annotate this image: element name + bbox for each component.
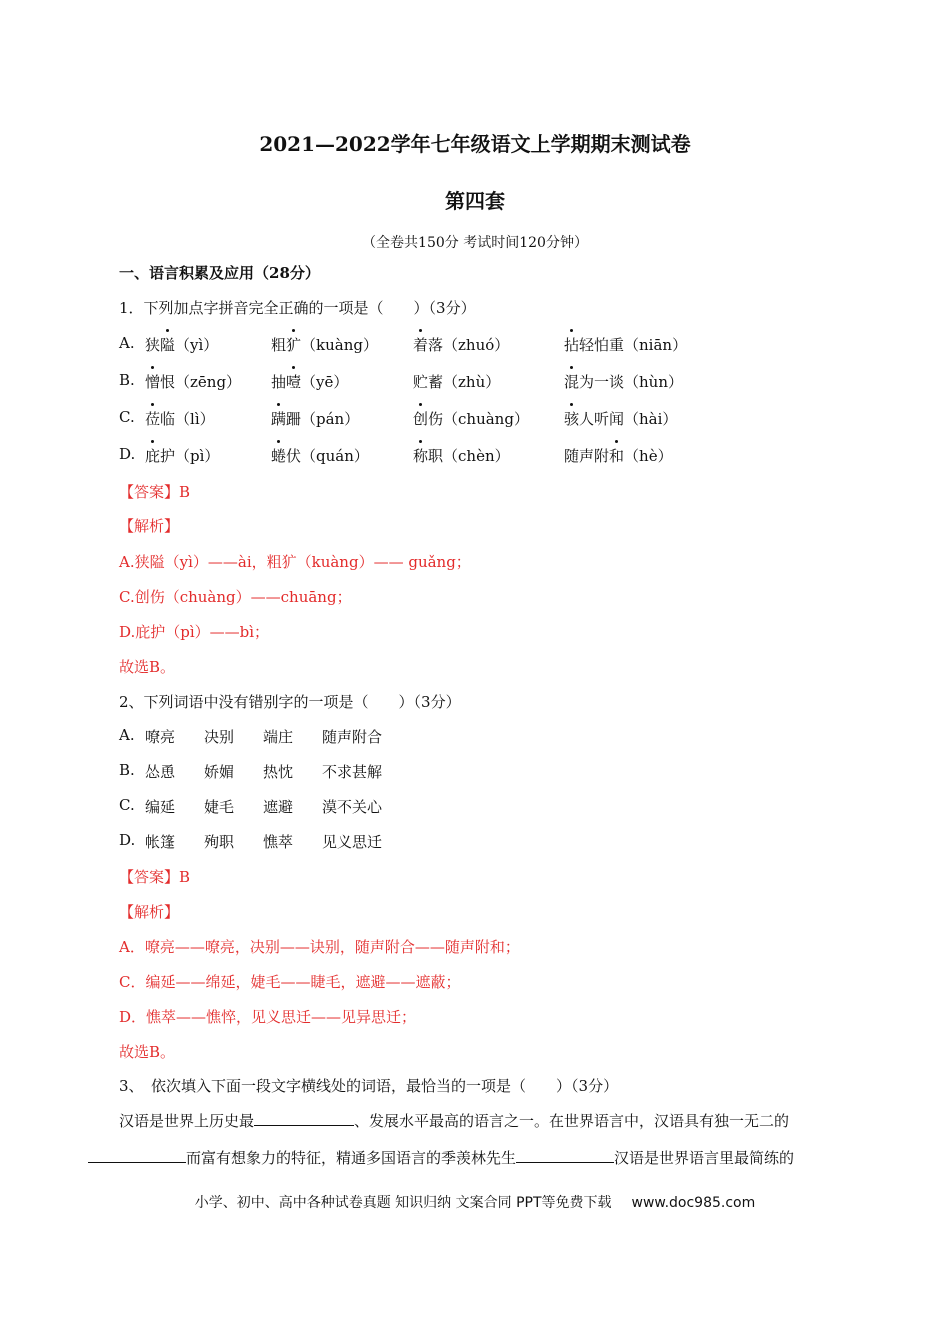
q2-answer: 【答案】B — [119, 868, 191, 886]
dotted-character: 犷 — [286, 336, 302, 354]
option-item — [564, 445, 673, 466]
option-letter: D. — [119, 445, 136, 463]
option-item — [271, 408, 359, 429]
q3-text: 汉语是世界语言里最简练的 — [614, 1149, 795, 1167]
dotted-character: 拈 — [564, 336, 580, 354]
option-word: 见义思迁 — [322, 833, 383, 851]
option-word: 决别 — [204, 728, 235, 746]
option-word: 热忱 — [263, 763, 294, 781]
dotted-character: 噎 — [286, 373, 302, 391]
item-text: 护（pì） — [160, 447, 220, 465]
exam-title: 2021—2022学年七年级语文上学期期末测试卷 — [259, 132, 691, 156]
option-item — [271, 334, 378, 355]
option-item — [564, 408, 677, 429]
option-item — [413, 334, 509, 355]
fill-blank — [516, 1148, 614, 1163]
question-1-stem: 1．下列加点字拼音完全正确的一项是（ ）（3分） — [119, 299, 476, 317]
item-text: 随声附 — [564, 447, 610, 465]
option-item — [564, 371, 683, 392]
item-text: （yì） — [175, 336, 219, 354]
q3-paragraph-line-2 — [88, 1147, 794, 1168]
question-2-stem: 2、下列词语中没有错别字的一项是（ ）（3分） — [119, 693, 461, 711]
option-item — [413, 445, 510, 466]
dotted-character: 隘 — [160, 336, 176, 354]
item-text: 落（zhuó） — [428, 336, 510, 354]
option-letter: A. — [119, 334, 135, 352]
dotted-character: 称 — [413, 447, 429, 465]
fill-blank — [88, 1148, 186, 1163]
q3-text: 汉语是世界上历史最 — [119, 1112, 255, 1130]
option-item — [145, 371, 241, 392]
option-letter: B. — [119, 371, 135, 389]
fill-blank — [254, 1111, 354, 1126]
item-text: 蓄（zhù） — [428, 373, 501, 391]
q1-analysis-line: A.狭隘（yì）——ài，粗犷（kuàng）—— guǎng； — [119, 553, 471, 571]
option-item — [145, 408, 215, 429]
option-letter: B. — [119, 761, 135, 779]
option-item — [145, 334, 218, 355]
item-text: 抽 — [271, 373, 287, 391]
item-text: 轻怕重（niān） — [579, 336, 688, 354]
item-text: 恨（zēng） — [160, 373, 242, 391]
option-word: 编延 — [145, 798, 176, 816]
option-word: 帐篷 — [145, 833, 176, 851]
q3-text: 而富有想象力的特征，精通多国语言的季羡林先生 — [186, 1149, 517, 1167]
option-item — [413, 408, 529, 429]
q2-analysis-line: D．憔萃——憔悴，见义思迁——见异思迁； — [119, 1008, 417, 1026]
option-word: 端庄 — [263, 728, 294, 746]
dotted-character: 骇 — [564, 410, 580, 428]
q3-paragraph-line-1 — [119, 1110, 789, 1131]
item-text: 人听闻（hài） — [579, 410, 678, 428]
item-text: 贮 — [413, 373, 429, 391]
dotted-character: 和 — [609, 447, 625, 465]
option-letter: A. — [119, 726, 135, 744]
item-text: 狭 — [145, 336, 161, 354]
dotted-character: 蜷 — [271, 447, 287, 465]
question-3-stem: 3、 依次填入下面一段文字横线处的词语，最恰当的一项是（ ）（3分） — [119, 1077, 619, 1095]
q1-answer: 【答案】B — [119, 483, 191, 501]
option-word: 遮避 — [263, 798, 294, 816]
option-word: 怂恿 — [145, 763, 176, 781]
item-text: 为一谈（hùn） — [579, 373, 683, 391]
dotted-character: 莅 — [145, 410, 161, 428]
dotted-character: 混 — [564, 373, 580, 391]
option-word: 殉职 — [204, 833, 235, 851]
option-word: 漠不关心 — [322, 798, 383, 816]
option-word: 憔萃 — [263, 833, 294, 851]
q1-analysis-label: 【解析】 — [119, 517, 180, 535]
option-item — [271, 371, 348, 392]
dotted-character: 憎 — [145, 373, 161, 391]
option-item — [564, 334, 687, 355]
option-letter: C. — [119, 796, 135, 814]
exam-info: （全卷共150分 考试时间120分钟） — [362, 235, 588, 251]
option-letter: C. — [119, 408, 135, 426]
option-word: 娇媚 — [204, 763, 235, 781]
q2-analysis-line: C．编延——绵延，婕毛——睫毛，遮避——遮蔽； — [119, 973, 461, 991]
item-text: （hè） — [624, 447, 673, 465]
option-letter: D. — [119, 831, 136, 849]
dotted-character: 着 — [413, 336, 429, 354]
option-word: 嘹亮 — [145, 728, 176, 746]
dotted-character: 蹒 — [271, 410, 287, 428]
item-text: 粗 — [271, 336, 287, 354]
option-item — [271, 445, 369, 466]
option-word: 不求甚解 — [322, 763, 383, 781]
option-item — [413, 371, 500, 392]
option-word: 婕毛 — [204, 798, 235, 816]
q3-text: 、发展水平最高的语言之一。在世界语言中，汉语具有独一无二的 — [354, 1112, 790, 1130]
footer-link[interactable]: www.doc985.com — [631, 1195, 756, 1211]
item-text: 跚（pán） — [286, 410, 360, 428]
q1-conclusion: 故选B。 — [119, 658, 176, 676]
page-footer — [0, 1192, 950, 1212]
item-text: 伤（chuàng） — [428, 410, 529, 428]
item-text: 临（lì） — [160, 410, 215, 428]
q2-analysis-line: A．嘹亮——嘹亮，决别——诀别，随声附合——随声附和； — [119, 938, 520, 956]
dotted-character: 创 — [413, 410, 429, 428]
item-text: （kuàng） — [301, 336, 378, 354]
item-text: 伏（quán） — [286, 447, 369, 465]
q1-analysis-line: C.创伤（chuàng）——chuāng； — [119, 588, 352, 606]
footer-text: 小学、初中、高中各种试卷真题 知识归纳 文案合同 PPT等免费下载 — [194, 1195, 612, 1211]
item-text: 职（chèn） — [428, 447, 510, 465]
q2-conclusion: 故选B。 — [119, 1043, 176, 1061]
section-heading: 一、语言积累及应用（28分） — [119, 264, 320, 282]
option-item — [145, 445, 219, 466]
option-word: 随声附合 — [322, 728, 383, 746]
q2-analysis-label: 【解析】 — [119, 903, 180, 921]
exam-subtitle: 第四套 — [445, 189, 505, 213]
item-text: （yē） — [301, 373, 349, 391]
dotted-character: 庇 — [145, 447, 161, 465]
q1-analysis-line: D.庇护（pì）——bì； — [119, 623, 270, 641]
